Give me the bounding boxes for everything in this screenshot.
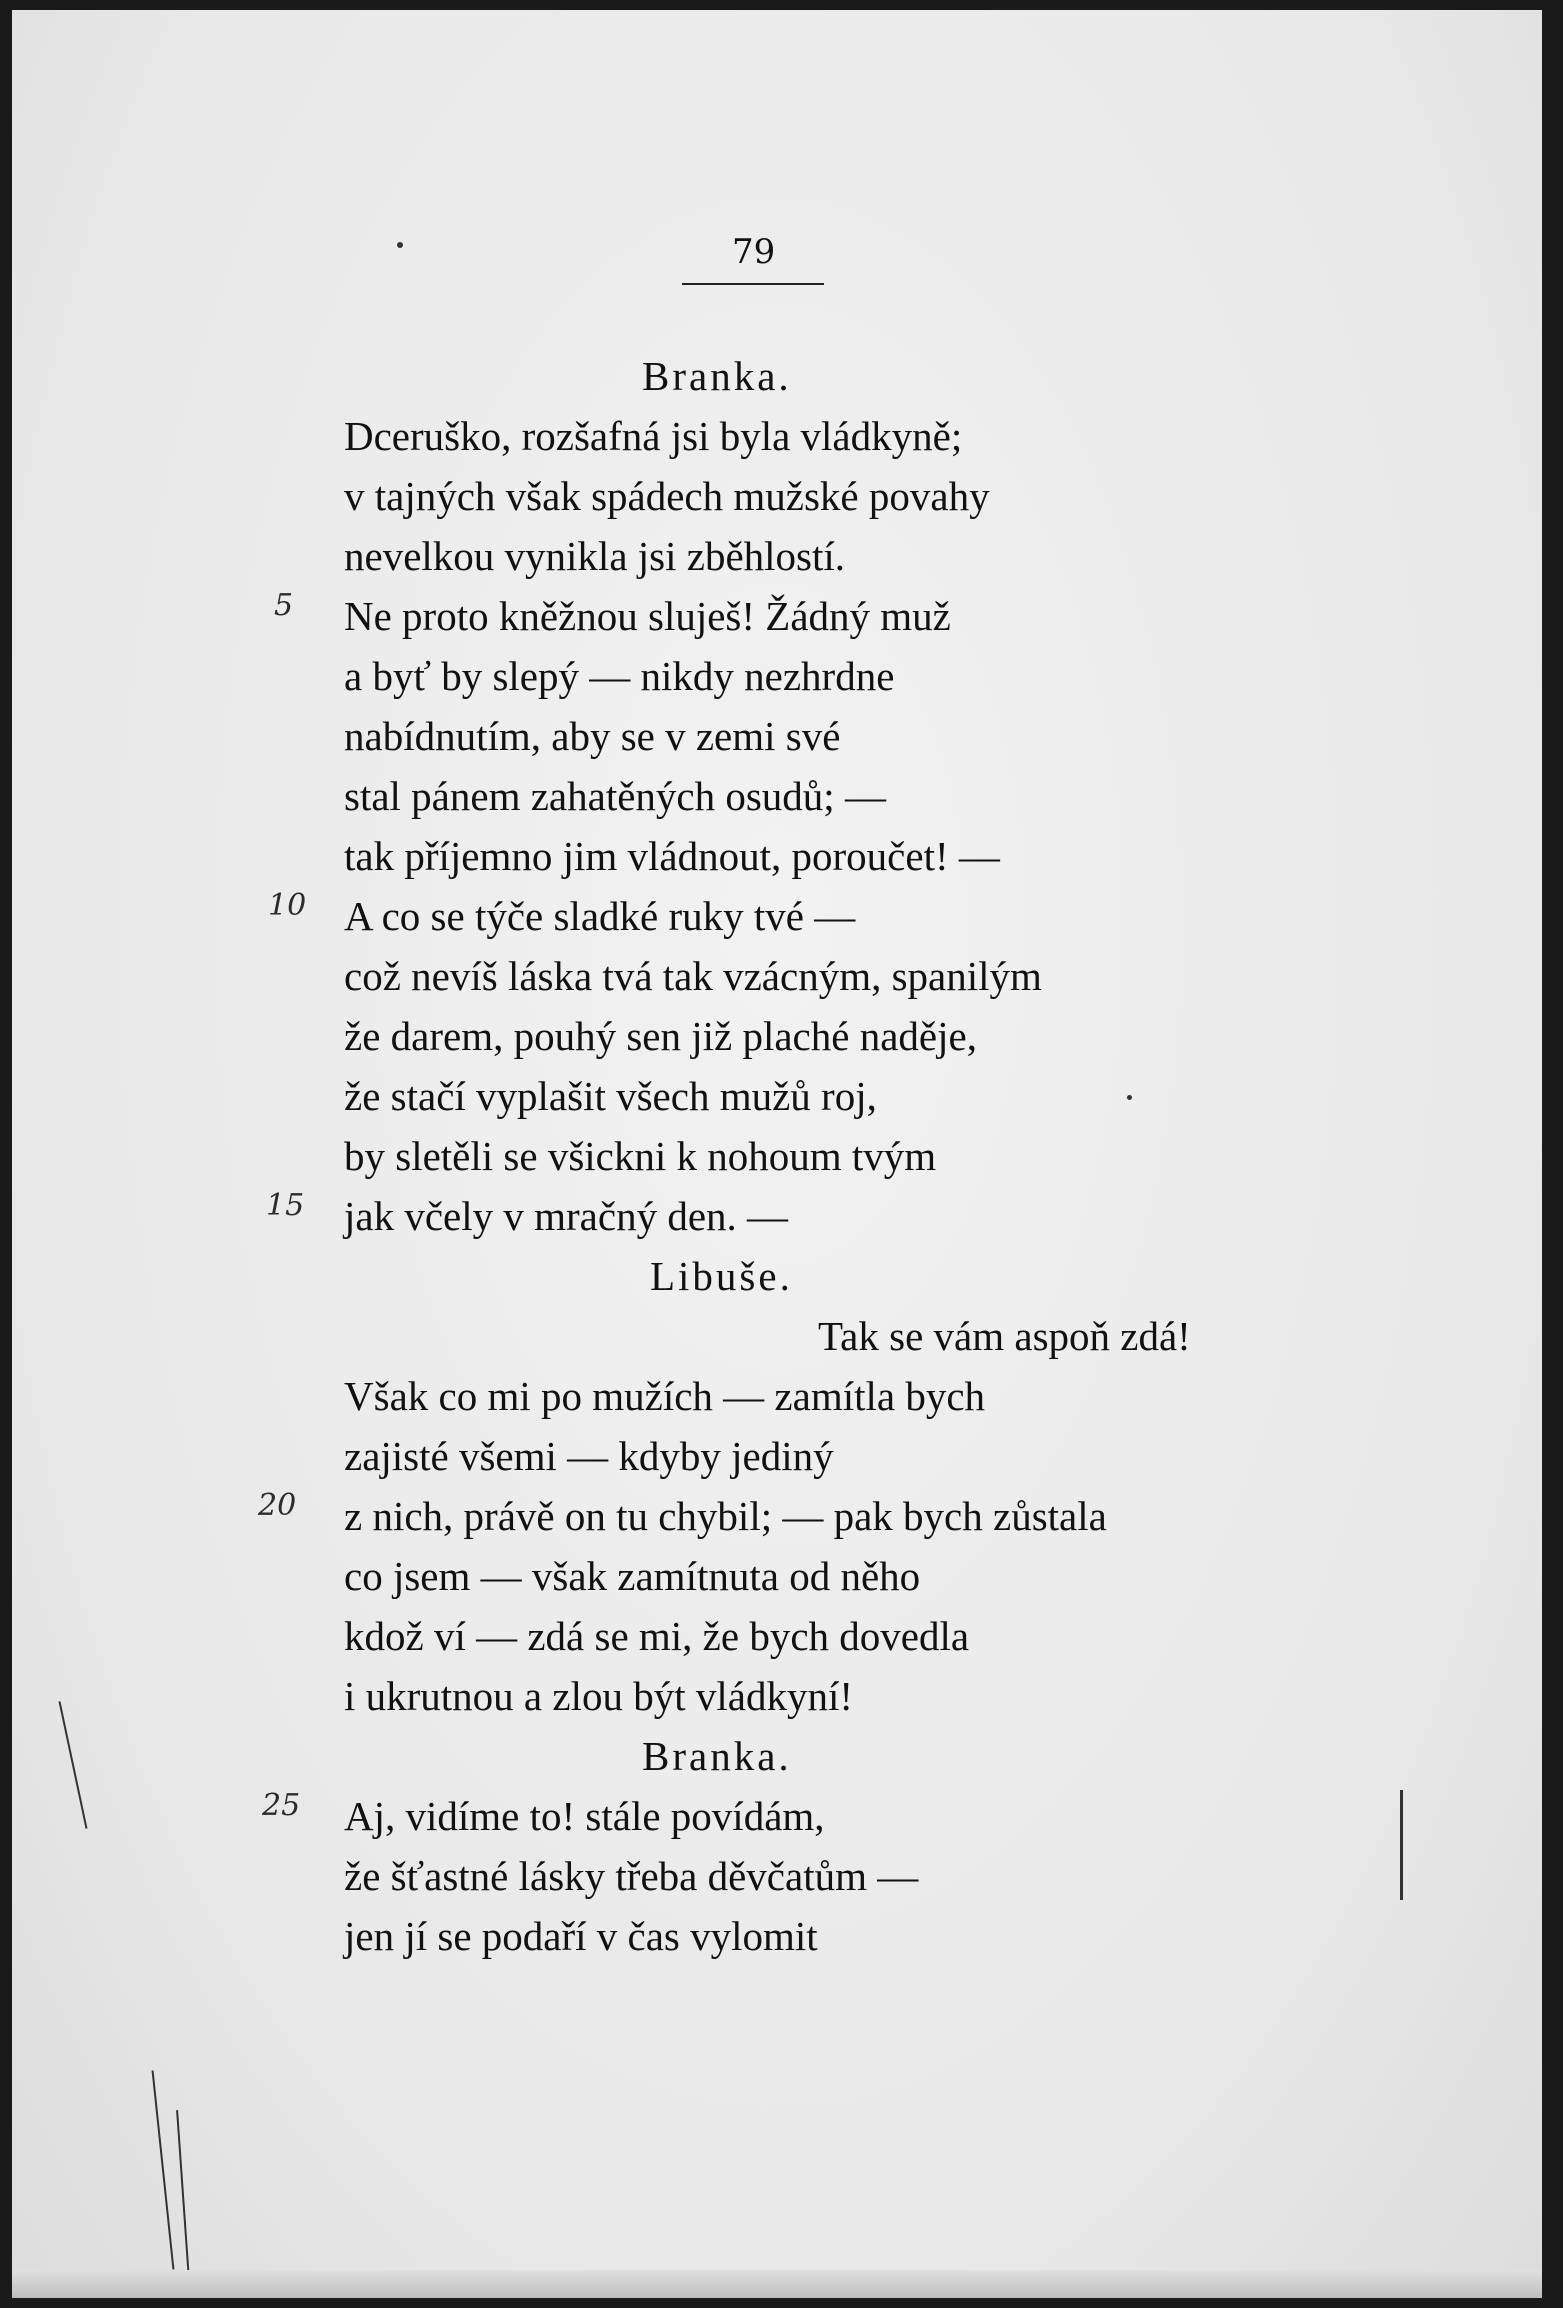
book-page — [12, 10, 1542, 2298]
verse-line: Tak se vám aspoň zdá! — [818, 1313, 1191, 1359]
verse-line: A co se týče sladké ruky tvé — — [344, 893, 856, 939]
verse-line: Ne proto kněžnou sluješ! Žádný muž — [344, 593, 951, 639]
verse-line: i ukrutnou a zlou být vládkyní! — [344, 1673, 853, 1719]
speaker-name: Libuše. — [650, 1253, 793, 1299]
speaker-name: Branka. — [642, 1733, 792, 1779]
verse-line: nevelkou vynikla jsi zběhlostí. — [344, 533, 846, 579]
verse-line: jak včely v mračný den. — — [344, 1193, 789, 1239]
page-number: 79 — [732, 232, 776, 272]
verse-line: že darem, pouhý sen již plaché naděje, — [344, 1013, 977, 1059]
line-number-mark: 5 — [274, 588, 294, 623]
speaker-name: Branka. — [642, 353, 792, 399]
line-number-mark: 10 — [268, 888, 307, 923]
verse-line: a byť by slepý — nikdy nezhrdne — [344, 653, 895, 699]
line-number-mark: 20 — [258, 1488, 297, 1523]
scan-artifact — [152, 2070, 175, 2269]
scan-artifact — [176, 2110, 190, 2280]
scan-artifact — [1400, 1790, 1403, 1900]
verse-line: Dceruško, rozšafná jsi byla vládkyně; — [344, 413, 963, 459]
verse-line: že šťastné lásky třeba děvčatům — — [344, 1853, 919, 1899]
verse-line: v tajných však spádech mužské povahy — [344, 473, 990, 519]
scan-artifact — [397, 242, 403, 248]
verse-line: zajisté všemi — kdyby jediný — [344, 1433, 834, 1479]
verse-line: Aj, vidíme to! stále povídám, — [344, 1793, 825, 1839]
verse-line: že stačí vyplašit všech mužů roj, — [344, 1073, 877, 1119]
page-number-rule — [682, 283, 824, 285]
scan-artifact — [59, 1701, 88, 1829]
verse-line: nabídnutím, aby se v zemi své — [344, 713, 841, 759]
verse-line: z nich, právě on tu chybil; — pak bych zůstala — [344, 1493, 1107, 1539]
verse-line: tak příjemno jim vládnout, poroučet! — — [344, 833, 1000, 879]
verse-line: jen jí se podaří v čas vylomit — [344, 1913, 818, 1959]
verse-line: Však co mi po mužích — zamítla bych — [344, 1373, 986, 1419]
line-number-mark: 15 — [266, 1188, 305, 1223]
verse-line: kdož ví — zdá se mi, že bych dovedla — [344, 1613, 970, 1659]
verse-line: stal pánem zahatěných osudů; — — [344, 773, 886, 819]
line-number-mark: 25 — [262, 1788, 301, 1823]
verse-line: co jsem — však zamítnuta od něho — [344, 1553, 921, 1599]
page-bottom-edge — [12, 2270, 1542, 2298]
verse-line: by sletěli se všickni k nohoum tvým — [344, 1133, 937, 1179]
scan-artifact — [1127, 1095, 1132, 1100]
verse-line: což nevíš láska tvá tak vzácným, spanilým — [344, 953, 1042, 999]
